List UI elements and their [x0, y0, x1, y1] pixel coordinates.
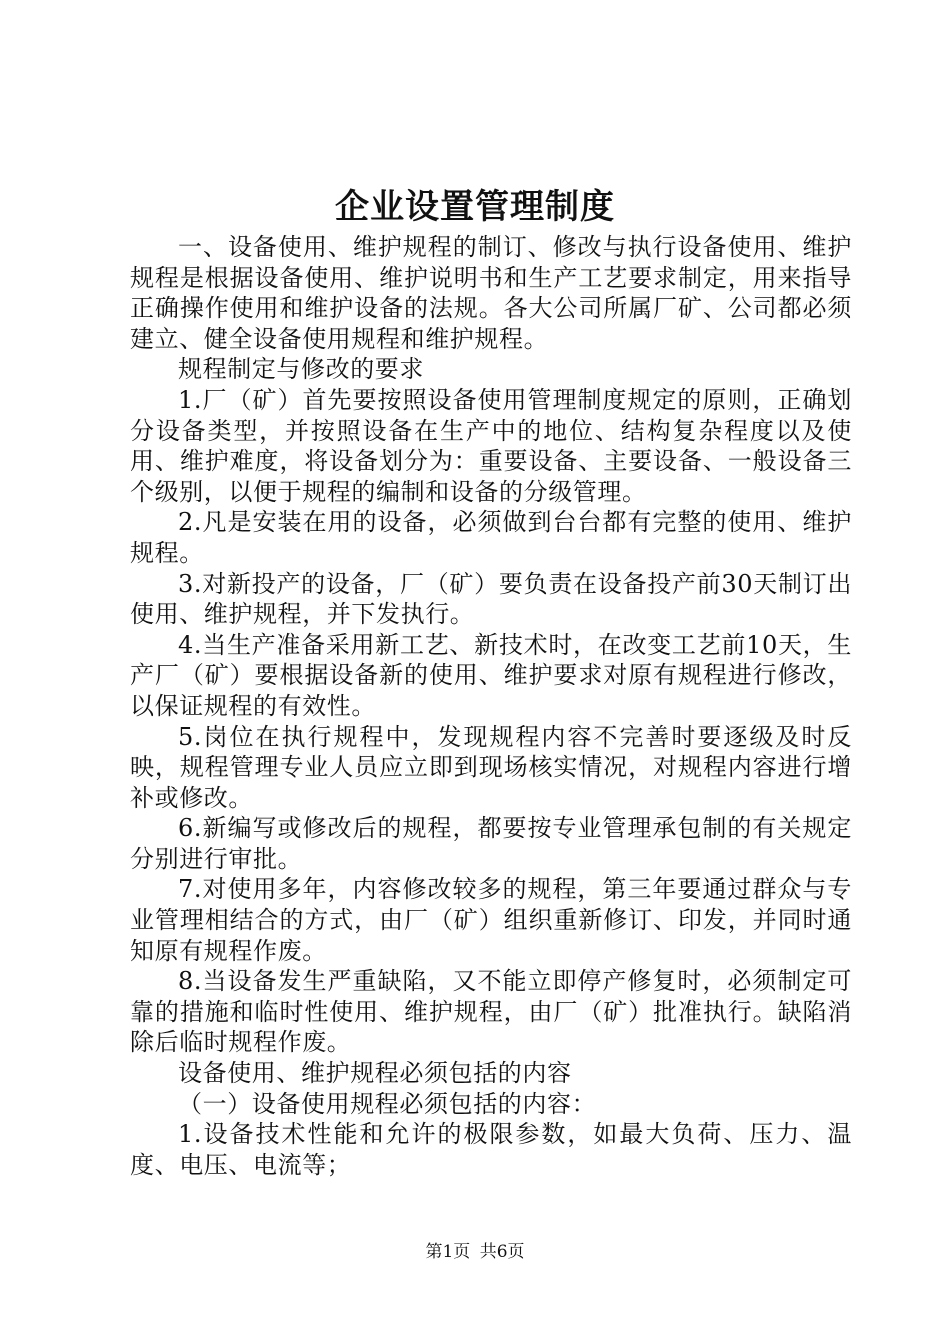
paragraph: （一）设备使用规程必须包括的内容： — [178, 1089, 597, 1118]
page-footer — [0, 1240, 950, 1264]
paragraph: 一、设备使用、维护规程的制订、修改与执行设备使用、维护规程是根据设备使用、维护说明书和生产工艺要求制定，用来指导正确操作使用和维护设备的法规。各大公司所属厂矿、公司都必须建立、健全设备使用规程和维护规程。 — [130, 233, 852, 353]
paragraph: 7.对使用多年，内容修改较多的规程，第三年要通过群众与专业管理相结合的方式，由厂（矿）组织重新修订、印发，并同时通知原有规程作废。 — [130, 875, 852, 965]
page-number: 第1页 — [425, 1242, 471, 1262]
paragraph: 5.岗位在执行规程中，发现规程内容不完善时要逐级及时反映，规程管理专业人员应立即到现场核实情况，对规程内容进行增补或修改。 — [130, 722, 852, 812]
paragraph: 4.当生产准备采用新工艺、新技术时，在改变工艺前10天，生产厂（矿）要根据设备新的使用、维护要求对原有规程进行修改，以保证规程的有效性。 — [130, 630, 852, 720]
paragraph: 1.设备技术性能和允许的极限参数，如最大负荷、压力、温度、电压、电流等； — [130, 1120, 852, 1179]
paragraph: 规程制定与修改的要求 — [178, 355, 424, 384]
document-body — [130, 232, 852, 1180]
paragraph: 3.对新投产的设备，厂（矿）要负责在设备投产前30天制订出使用、维护规程，并下发执行。 — [130, 569, 852, 629]
document-title: 企业设置管理制度 — [335, 187, 615, 227]
paragraph: 2.凡是安装在用的设备，必须做到台台都有完整的使用、维护规程。 — [130, 508, 852, 567]
paragraph: 6.新编写或修改后的规程，都要按专业管理承包制的有关规定分别进行审批。 — [130, 814, 852, 873]
page-total: 共6页 — [479, 1242, 525, 1262]
paragraph: 8.当设备发生严重缺陷，又不能立即停产修复时，必须制定可靠的措施和临时性使用、维护规程，由厂（矿）批准执行。缺陷消除后临时规程作废。 — [130, 967, 852, 1057]
paragraph: 1.厂（矿）首先要按照设备使用管理制度规定的原则，正确划分设备类型，并按照设备在生产中的地位、结构复杂程度以及使用、维护难度，将设备划分为：重要设备、主要设备、一般设备三个级别，以便于规程的编制和设备的分级管理。 — [130, 385, 852, 506]
paragraph: 设备使用、维护规程必须包括的内容 — [178, 1059, 572, 1088]
